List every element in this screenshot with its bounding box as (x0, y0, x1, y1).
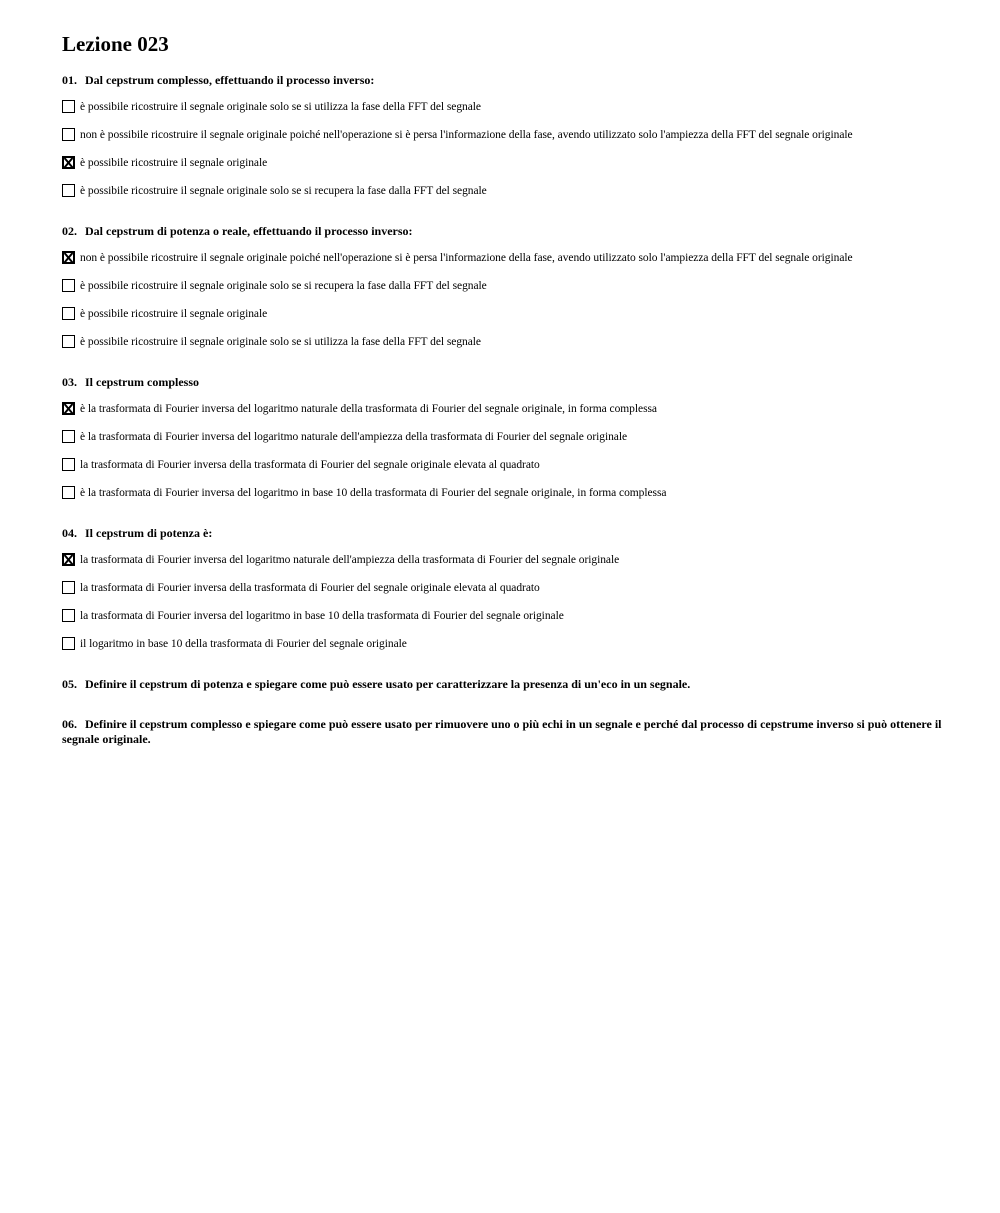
answer-option[interactable] (62, 334, 942, 350)
checkbox[interactable] (62, 184, 75, 197)
checkbox[interactable] (62, 581, 75, 594)
answer-option[interactable] (62, 552, 942, 568)
question-heading (62, 375, 942, 390)
question-number: 03. (62, 375, 77, 389)
option-text: è la trasformata di Fourier inversa del logaritmo in base 10 della trasformata di Fourier del segnale originale, in forma complessa (80, 487, 667, 499)
x-mark-icon (62, 402, 75, 415)
question-number: 05. (62, 677, 77, 691)
option-text: il logaritmo in base 10 della trasformata di Fourier del segnale originale (80, 638, 407, 650)
answer-option[interactable] (62, 99, 942, 115)
option-list (62, 401, 942, 501)
x-mark-icon (62, 156, 75, 169)
option-text: la trasformata di Fourier inversa del logaritmo in base 10 della trasformata di Fourier del segnale originale (80, 610, 564, 622)
answer-option[interactable] (62, 155, 942, 171)
checkbox-checked[interactable] (62, 402, 75, 415)
question-text: Dal cepstrum di potenza o reale, effettuando il processo inverso: (85, 224, 413, 238)
question-number: 02. (62, 224, 77, 238)
answer-option[interactable] (62, 608, 942, 624)
checkbox[interactable] (62, 458, 75, 471)
x-mark-icon (62, 251, 75, 264)
option-text: la trasformata di Fourier inversa del logaritmo naturale dell'ampiezza della trasformata di Fourier del segnale originale (80, 554, 620, 566)
option-text: non è possibile ricostruire il segnale originale poiché nell'operazione si è persa l'informazione della fase, avendo utilizzato solo l'ampiezza della FFT del segnale originale (80, 252, 853, 264)
lesson-title: Lezione 023 (62, 32, 169, 56)
x-mark-icon (62, 553, 75, 566)
checkbox-checked[interactable] (62, 553, 75, 566)
question-heading (62, 224, 942, 239)
checkbox[interactable] (62, 486, 75, 499)
answer-option[interactable] (62, 250, 942, 266)
checkbox-checked[interactable] (62, 156, 75, 169)
answer-option[interactable] (62, 278, 942, 294)
answer-option[interactable] (62, 636, 942, 652)
answer-option[interactable] (62, 429, 942, 445)
checkbox[interactable] (62, 335, 75, 348)
option-text: non è possibile ricostruire il segnale originale poiché nell'operazione si è persa l'informazione della fase, avendo utilizzato solo l'ampiezza della FFT del segnale originale (80, 129, 853, 141)
question-05 (62, 677, 942, 692)
checkbox[interactable] (62, 279, 75, 292)
option-list (62, 250, 942, 350)
question-text: Definire il cepstrum di potenza e spiegare come può essere usato per caratterizzare la presenza di un'eco in un segnale. (85, 677, 691, 691)
question-04 (62, 526, 942, 652)
answer-option[interactable] (62, 485, 942, 501)
question-number: 01. (62, 73, 77, 87)
question-text: Il cepstrum di potenza è: (85, 526, 213, 540)
question-heading (62, 677, 942, 692)
checkbox[interactable] (62, 100, 75, 113)
option-text: la trasformata di Fourier inversa della trasformata di Fourier del segnale originale elevata al quadrato (80, 459, 540, 471)
answer-option[interactable] (62, 183, 942, 199)
checkbox[interactable] (62, 128, 75, 141)
answer-option[interactable] (62, 580, 942, 596)
question-06 (62, 717, 942, 747)
question-heading (62, 526, 942, 541)
option-text: è possibile ricostruire il segnale originale solo se si utilizza la fase della FFT del segnale (80, 336, 481, 348)
question-heading (62, 717, 942, 747)
answer-option[interactable] (62, 401, 942, 417)
answer-option[interactable] (62, 306, 942, 322)
checkbox[interactable] (62, 637, 75, 650)
answer-option[interactable] (62, 127, 942, 143)
checkbox[interactable] (62, 609, 75, 622)
option-text: è possibile ricostruire il segnale originale solo se si utilizza la fase della FFT del segnale (80, 101, 481, 113)
option-text: è possibile ricostruire il segnale originale solo se si recupera la fase dalla FFT del segnale (80, 185, 487, 197)
question-text: Definire il cepstrum complesso e spiegare come può essere usato per rimuovere uno o più echi in un segnale e perché dal processo di cepstrume inverso si può ottenere il segnale originale. (62, 717, 942, 746)
option-text: è possibile ricostruire il segnale originale (80, 157, 268, 169)
question-text: Il cepstrum complesso (85, 375, 199, 389)
checkbox-checked[interactable] (62, 251, 75, 264)
option-text: è possibile ricostruire il segnale originale solo se si recupera la fase dalla FFT del segnale (80, 280, 487, 292)
option-text: è la trasformata di Fourier inversa del logaritmo naturale dell'ampiezza della trasformata di Fourier del segnale originale (80, 431, 628, 443)
option-text: è possibile ricostruire il segnale originale (80, 308, 268, 320)
question-text: Dal cepstrum complesso, effettuando il processo inverso: (85, 73, 375, 87)
option-text: la trasformata di Fourier inversa della trasformata di Fourier del segnale originale elevata al quadrato (80, 582, 540, 594)
question-heading (62, 73, 942, 88)
question-02 (62, 224, 942, 350)
option-text: è la trasformata di Fourier inversa del logaritmo naturale della trasformata di Fourier del segnale originale, in forma complessa (80, 403, 657, 415)
question-03 (62, 375, 942, 501)
question-number: 04. (62, 526, 77, 540)
option-list (62, 99, 942, 199)
checkbox[interactable] (62, 307, 75, 320)
option-list (62, 552, 942, 652)
question-number: 06. (62, 717, 77, 731)
answer-option[interactable] (62, 457, 942, 473)
checkbox[interactable] (62, 430, 75, 443)
question-01 (62, 73, 942, 199)
